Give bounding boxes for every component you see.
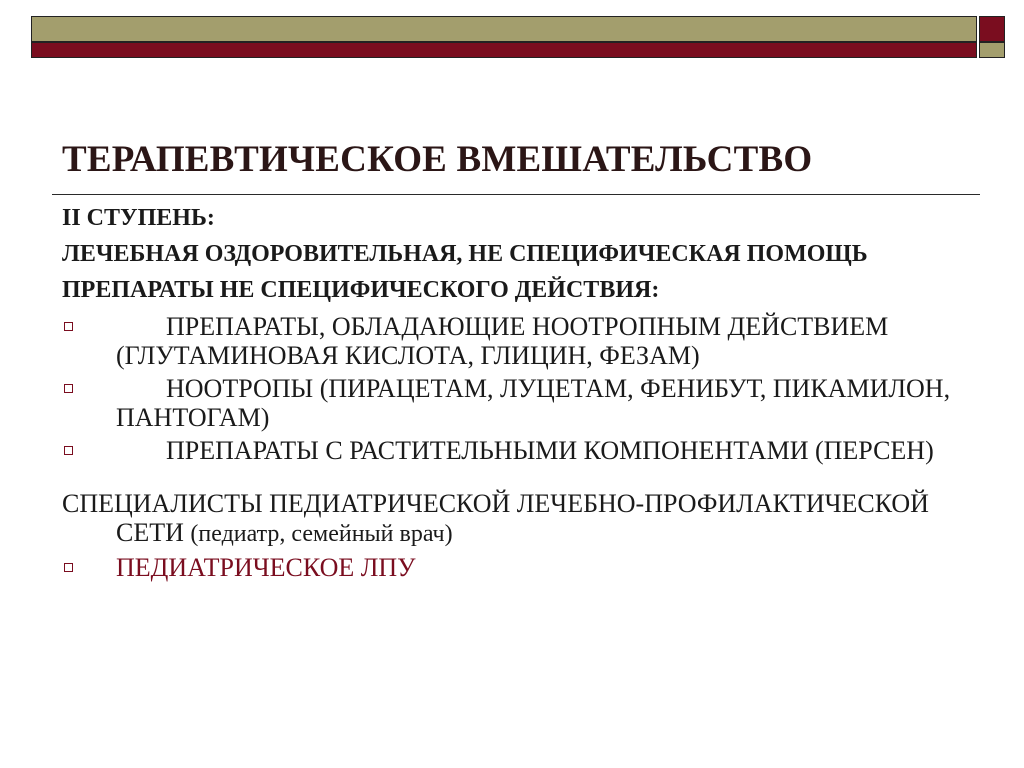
drugs-line: ПРЕПАРАТЫ НЕ СПЕЦИФИЧЕСКОГО ДЕЙСТВИЯ: [62, 277, 660, 303]
square-bullet-icon [64, 446, 73, 455]
slide-title: ТЕРАПЕВТИЧЕСКОЕ ВМЕШАТЕЛЬСТВО [62, 139, 813, 180]
square-bullet-icon [64, 384, 73, 393]
list-item [62, 553, 972, 582]
slide-content [62, 204, 972, 586]
list-item [62, 312, 972, 370]
square-bullet-icon [64, 563, 73, 572]
header-bar-maroon [31, 42, 977, 58]
list-item [62, 436, 972, 465]
specialists-main: СПЕЦИАЛИСТЫ ПЕДИАТРИЧЕСКОЙ ЛЕЧЕБНО-ПРОФИЛАКТИЧЕСКОЙ СЕТИ [62, 489, 929, 547]
specialists-detail: (педиатр, семейный врач) [190, 521, 453, 547]
list-item-text: НООТРОПЫ (ПИРАЦЕТАМ, ЛУЦЕТАМ, ФЕНИБУТ, ПИКАМИЛОН, ПАНТОГАМ) [116, 374, 951, 432]
specialists-line [62, 489, 972, 549]
title-divider [52, 194, 980, 195]
header-square-olive [979, 42, 1005, 58]
square-bullet-icon [64, 322, 73, 331]
list-item-text: ПРЕПАРАТЫ С РАСТИТЕЛЬНЫМИ КОМПОНЕНТАМИ (ПЕРСЕН) [166, 436, 934, 465]
header-bar-olive [31, 16, 977, 42]
list-item [62, 374, 972, 432]
help-line: ЛЕЧЕБНАЯ ОЗДОРОВИТЕЛЬНАЯ, НЕ СПЕЦИФИЧЕСКАЯ ПОМОЩЬ [62, 241, 868, 267]
list-item-text: ПЕДИАТРИЧЕСКОЕ ЛПУ [116, 553, 416, 582]
step-line: II СТУПЕНЬ: [62, 205, 215, 231]
header-square-maroon [979, 16, 1005, 42]
list-item-text: ПРЕПАРАТЫ, ОБЛАДАЮЩИЕ НООТРОПНЫМ ДЕЙСТВИЕМ (ГЛУТАМИНОВАЯ КИСЛОТА, ГЛИЦИН, ФЕЗАМ) [116, 312, 889, 370]
